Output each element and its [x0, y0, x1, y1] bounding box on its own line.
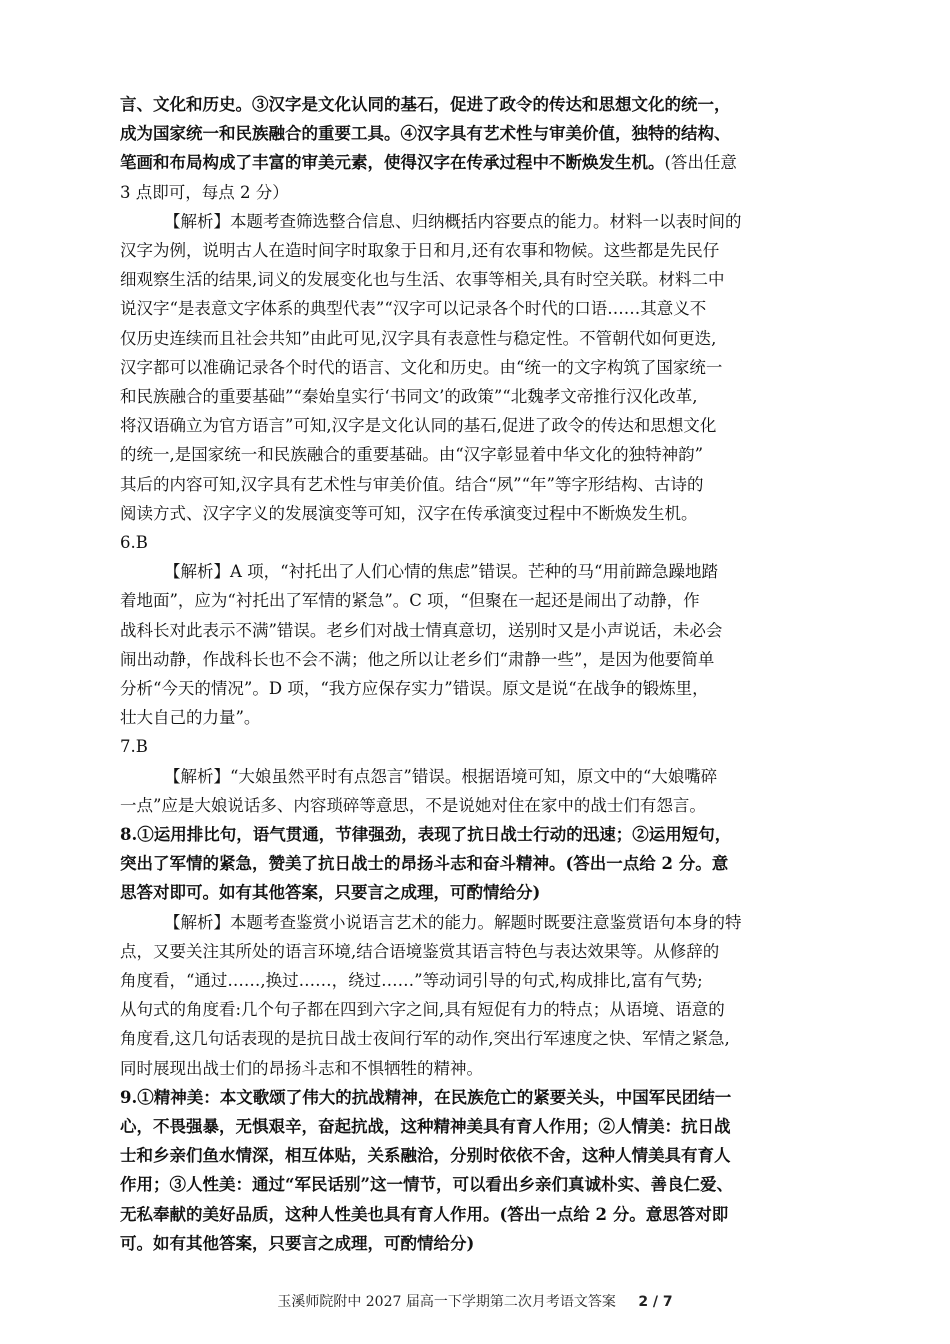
- text-line: 突出了军情的紧急，赞美了抗日战士的昂扬斗志和奋斗精神。(答出一点给 2 分。意: [120, 854, 729, 874]
- text-line: 其后的内容可知,汉字具有艺术性与审美价值。结合“夙”“年”等字形结构、古诗的: [120, 474, 704, 494]
- text-line: 可。如有其他答案，只要言之成理，可酌情给分): [120, 1233, 475, 1253]
- text-line: 一点”应是大娘说话多、内容琐碎等意思，不是说她对住在家中的战士们有怨言。: [120, 795, 706, 815]
- text-line: 闹出动静，作战科长也不会不满；他之所以让老乡们“肃静一些”，是因为他要简单: [120, 649, 715, 669]
- score-note: (答出任意: [664, 153, 737, 173]
- page-footer: [0, 1291, 950, 1313]
- text-line: 思答对即可。如有其他答案，只要言之成理，可酌情给分): [120, 883, 541, 903]
- text-line: 汉字都可以准确记录各个时代的语言、文化和历史。由“统一的文字构筑了国家统一: [120, 357, 723, 377]
- text-line: 分析“今天的情况”。D 项，“我方应保存实力”错误。原文是说“在战争的锻炼里，: [120, 679, 709, 698]
- text-line: 细观察生活的结果,词义的发展变化也与生活、农事等相关,具有时空关联。材料二中: [120, 270, 725, 290]
- text-line: 9.①精神美：本文歌颂了伟大的抗战精神，在民族危亡的紧要关头，中国军民团结一: [120, 1087, 732, 1107]
- text-line: 6.B: [120, 533, 148, 552]
- text-line: 和民族融合的重要基础”“秦始皇实行‘书同文’的政策”“北魏孝文帝推行汉化改革,: [120, 387, 698, 406]
- text-line: 将汉语确立为官方语言”可知,汉字是文化认同的基石,促进了政令的传达和思想文化: [120, 416, 717, 436]
- text-line: 无私奉献的美好品质，这种人性美也具有育人作用。(答出一点给 2 分。意思答对即: [120, 1204, 729, 1224]
- text-line: 3 点即可，每点 2 分）: [120, 182, 289, 202]
- page-number: 2 / 7: [638, 1294, 673, 1310]
- text-line: 壮大自己的力量”。: [120, 708, 261, 728]
- text-line: 同时展现出战士们的昂扬斗志和不惧牺牲的精神。: [120, 1058, 483, 1078]
- text-line: 着地面”，应为“衬托出了军情的紧急”。C 项，“但聚在一起还是闹出了动静，作: [120, 591, 700, 611]
- text-line: 角度看，“通过……,换过……，绕过……”等动词引导的句式,构成排比,富有气势;: [120, 971, 703, 990]
- text-line: 仅历史连续而且社会共知”由此可见,汉字具有表意性与稳定性。不管朝代如何更迭,: [120, 328, 717, 348]
- text-line: 心，不畏强暴，无惧艰辛，奋起抗战，这种精神美具有育人作用；②人情美：抗日战: [120, 1117, 731, 1136]
- text-line: 【解析】“大娘虽然平时有点怨言”错误。根据语境可知，原文中的“大娘嘴碎: [164, 766, 718, 786]
- text-line: 【解析】本题考查筛选整合信息、归纳概括内容要点的能力。材料一以表时间的: [164, 211, 742, 231]
- text-line: 汉字为例，说明古人在造时间字时取象于日和月,还有农事和物候。这些都是先民仔: [120, 241, 720, 260]
- text-line: 士和乡亲们鱼水情深，相互体贴，关系融洽，分别时依依不舍，这种人情美具有育人: [120, 1146, 731, 1166]
- text-line: 阅读方式、汉字字义的发展演变等可知，汉字在传承演变过程中不断焕发生机。: [120, 503, 698, 523]
- text-line: 8.①运用排比句，语气贯通，节律强劲，表现了抗日战士行动的迅速；②运用短句，: [120, 825, 732, 844]
- text-line: 角度看,这几句话表现的是抗日战士夜间行军的动作,突出行军速度之快、军情之紧急,: [120, 1029, 730, 1049]
- text-line: 成为国家统一和民族融合的重要工具。④汉字具有艺术性与审美价值，独特的结构、: [120, 124, 731, 144]
- text-line: 【解析】本题考查鉴赏小说语言艺术的能力。解题时既要注意鉴赏语句本身的特: [164, 912, 742, 932]
- text-line: 的统一,是国家统一和民族融合的重要基础。由“汉字彰显着中华文化的独特神韵”: [120, 445, 704, 465]
- text-line: [120, 148, 832, 178]
- answer-text: 笔画和布局构成了丰富的审美元素，使得汉字在传承过程中不断焕发生机。: [120, 153, 665, 173]
- text-line: 从句式的角度看:几个句子都在四到六字之间,具有短促有力的特点；从语境、语意的: [120, 1000, 725, 1020]
- text-line: 战科长对此表示不满”错误。老乡们对战士情真意切，送别时又是小声说话，未必会: [120, 620, 723, 640]
- text-line: 7.B: [120, 737, 148, 757]
- text-line: 【解析】A 项，“衬托出了人们心情的焦虑”错误。芒种的马“用前蹄急躁地踏: [164, 562, 718, 582]
- footer-title: 玉溪师院附中 2027 届高一下学期第二次月考语文答案: [277, 1294, 616, 1310]
- text-line: 点，又要关注其所处的语言环境,结合语境鉴赏其语言特色与表达效果等。从修辞的: [120, 941, 720, 961]
- text-line: 言、文化和历史。③汉字是文化认同的基石，促进了政令的传达和思想文化的统一，: [120, 95, 731, 114]
- text-line: 作用；③人性美：通过“军民话别”这一情节，可以看出乡亲们真诚朴实、善良仁爱、: [120, 1175, 733, 1195]
- text-line: 说汉字“是表意文字体系的典型代表”“汉字可以记录各个时代的口语……其意义不: [120, 299, 707, 319]
